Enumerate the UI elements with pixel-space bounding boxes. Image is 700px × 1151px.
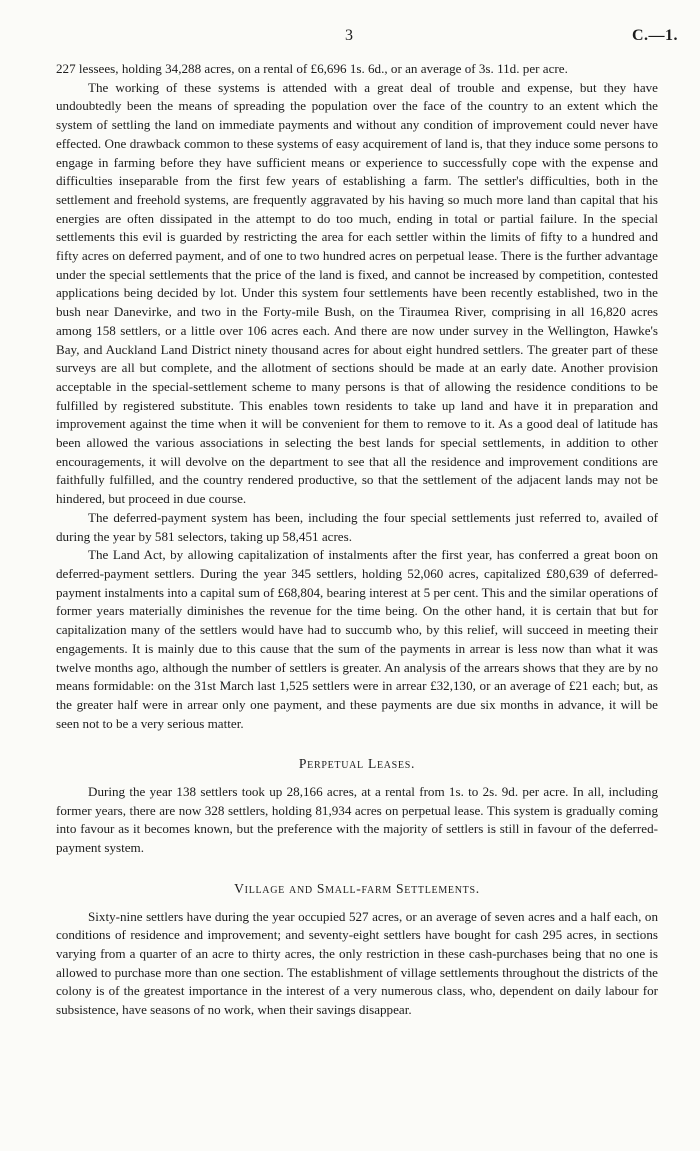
paragraph-systems-working: The working of these systems is attended with a great deal of trouble and expense, but they have undoubtedly been the means of spreading the population over the face of the country to an extent which the system of settling the land on immediate payments and without any condition of improvement could never have effected. One drawback common to these systems of easy acquirement of land is, that they induce some persons to engage in farming before they have sufficient means or experience to successfully cope with the expense and difficulties inseparable from the first few years of establishing a farm. The settler's difficulties, both in the settlement and freehold systems, are frequently aggravated by his having so much more land than capital that his energies are often dissipated in the attempt to do too much, ending in total or partial failure. In the special settlements this evil is guarded by restricting the area for each settler within the limits of fifty to a hundred and fifty acres on deferred payment, and of one to two hundred acres on perpetual lease. There is the further advantage under the special settlements that the price of the land is fixed, and cannot be increased by competition, contested applications being decided by lot. Under this system four settlements have been recently established, two in the bush near Danevirke, and two in the Forty-mile Bush, on the Tiraumea River, comprising in all 16,820 acres among 158 settlers, or a little over 106 acres each. And there are now under survey in the Wellington, Hawke's Bay, and Auckland Land District ninety thousand acres for about eight hundred settlers. The greater part of these surveys are all but complete, and the allotment of sections should be made at an early date. Another provision acceptable in the special-settlement scheme to many persons is that of allowing the residence conditions to be fulfilled by registered substitute. This enables town residents to take up land and have it in preparation and improvement against the time when it will be convenient for them to remove to it. As a good deal of latitude has been allowed the various associations in selecting the best lands for special settlements, in addition to other encouragements, it will devolve on the department to see that all the residence and improvement conditions are faithfully fulfilled, and the country rendered productive, so that the settlement of the adjacent lands may not be hindered, but proceed in due course. xyxy=(56,79,658,507)
paragraph-village-settlements: Sixty-nine settlers have during the year occupied 527 acres, or an average of seven acres and a half each, on conditions of residence and improvement; and seventy-eight settlers have bought for cash 295 acres, in sections varying from a quarter of an acre to thirty acres, the only restriction in these cash-purchases being that no one is allowed to purchase more than one section. The establishment of village settlements throughout the districts of the colony is of the greatest importance in the interest of a very numerous class, who, dependent on daily labour for subsistence, have seasons of no work, when their savings disappear. xyxy=(56,908,658,1018)
document-reference: C.—1. xyxy=(631,27,678,44)
paragraph-deferred-payment: The deferred-payment system has been, including the four special settlements just referred to, availed of during the year by 581 selectors, taking up 58,451 acres. xyxy=(56,509,658,544)
section-heading-village-settlements: Village and Small-farm Settlements. xyxy=(234,880,480,896)
paragraph-continued: 227 lessees, holding 34,288 acres, on a rental of £6,696 1s. 6d., or an average of 3s. 11d. per acre. xyxy=(56,61,568,76)
section-heading-perpetual-leases: Perpetual Leases. xyxy=(298,756,416,772)
paragraph-land-act: The Land Act, by allowing capitalization of instalments after the first year, has conferred a great boon on deferred-payment settlers. During the year 345 settlers, holding 52,060 acres, capitalized £80,639 of deferred-payment instalments into a capital sum of £68,804, bearing interest at 5 per cent. This and the similar operations of former years materially diminishes the revenue for the time being. On the other hand, it is certain that but for capitalization many of the settlers would have had to succumb who, by this relief, will succeed in meeting their engagements. It is mainly due to this cause that the sum of the payments in arrear is less now than what it was twelve months ago, although the number of settlers is greater. An analysis of the arrears shows that they are by no means formidable: on the 31st March last 1,525 settlers were in arrear £32,130, or an average of £21 each; but, as the greater half were in arrear only one payment, and these payments are due six months in advance, it will be seen not to be a very serious matter. xyxy=(56,547,658,731)
page-number: 3 xyxy=(345,27,353,44)
paragraph-perpetual-leases: During the year 138 settlers took up 28,166 acres, at a rental from 1s. to 2s. 9d. per acre. In all, including former years, there are now 328 settlers, holding 81,934 acres on perpetual lease. This system is gradually coming into favour as it becomes known, but the preference with the majority of settlers is still in favour of the deferred-payment system. xyxy=(56,784,658,856)
document-body xyxy=(56,60,658,1020)
